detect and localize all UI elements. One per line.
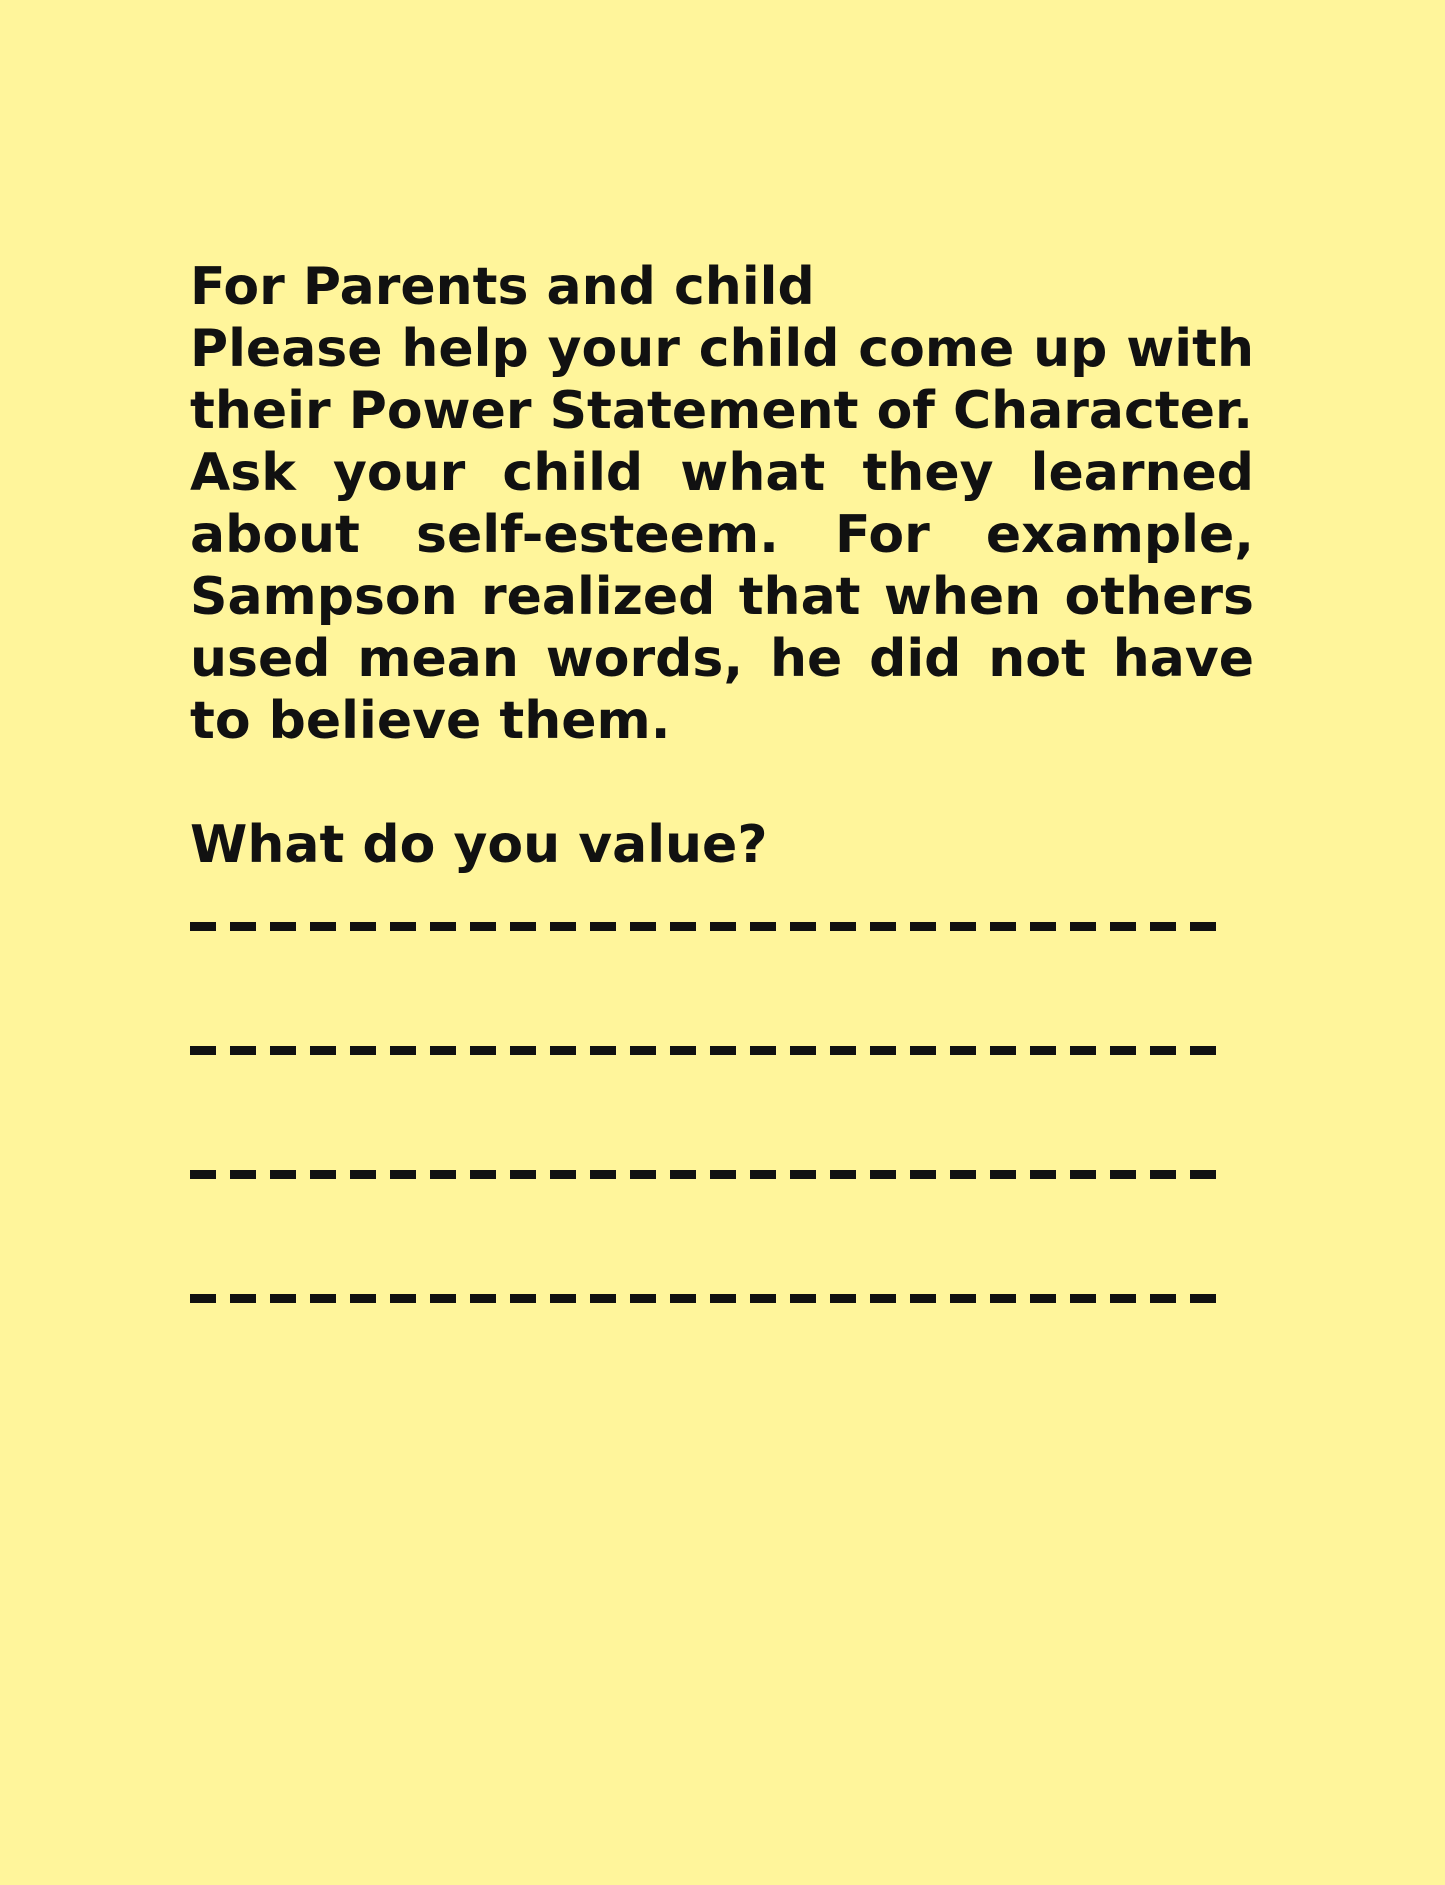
instruction-paragraph: Ask your child what they learned about self-esteem. For example, Sampson realized that when others used mean words, he did not have to believe them. [190,443,1254,751]
instruction-paragraph: Please help your child come up with their Power Statement of Character. [190,319,1254,441]
value-question: What do you value? [190,815,768,875]
answer-line [190,922,1228,931]
worksheet [190,256,1254,1418]
answer-lines [190,922,1254,1303]
answer-line [190,1294,1228,1303]
worksheet-heading: For Parents and child [190,257,815,317]
answer-line [190,1046,1228,1055]
answer-line [190,1170,1228,1179]
